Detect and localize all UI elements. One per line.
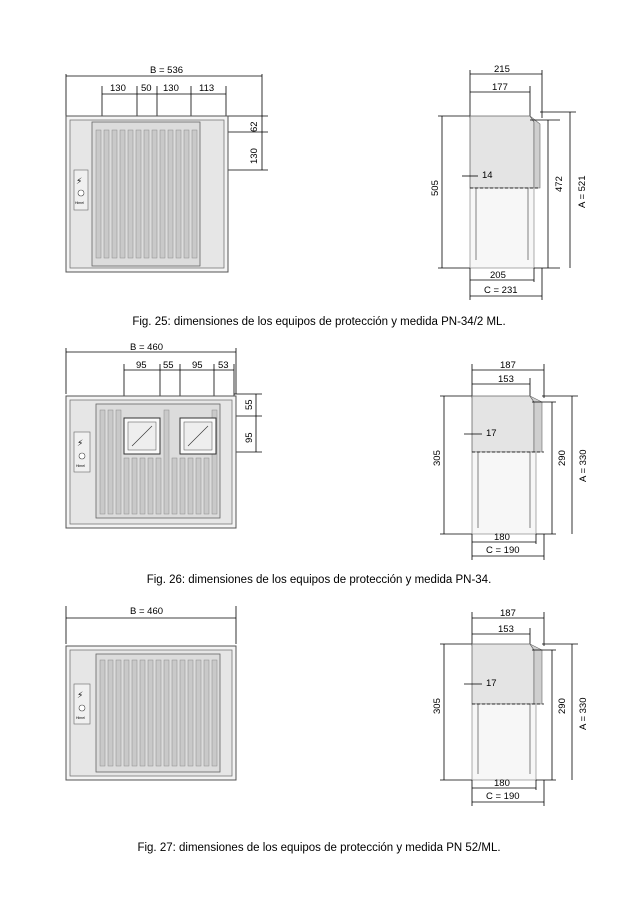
side-h1-label: 290 <box>557 450 568 466</box>
segment-label: 95 <box>192 360 203 371</box>
figure-25-drawing <box>0 60 638 335</box>
segment-label: 55 <box>163 360 174 371</box>
lightning-icon: ⚡ <box>77 691 84 701</box>
figure-27 <box>0 600 638 862</box>
figure-26-drawing <box>0 338 638 593</box>
brand-label: Himel <box>76 464 85 468</box>
side-h1-label: 290 <box>557 698 568 714</box>
side-left-height: 305 <box>432 450 443 466</box>
side-top-label: 177 <box>492 82 508 93</box>
lock-icon <box>79 453 85 459</box>
right-label: 130 <box>249 148 260 164</box>
side-upper-body <box>470 116 534 188</box>
segment-label: 130 <box>110 83 126 94</box>
right-label: 55 <box>244 399 255 410</box>
right-label: 95 <box>244 432 255 443</box>
width-label: B = 460 <box>130 606 164 617</box>
side-bottom-label: C = 190 <box>486 545 520 556</box>
side-top-label: 153 <box>498 624 514 635</box>
width-label: B = 536 <box>150 65 184 76</box>
side-h2-label: A = 330 <box>578 697 589 730</box>
figure-caption: Fig. 27: dimensiones de los equipos de protección y medida PN 52/ML. <box>137 842 501 854</box>
figure-caption: Fig. 25: dimensiones de los equipos de protección y medida PN-34/2 ML. <box>132 316 506 328</box>
side-depth-label: 17 <box>486 678 497 689</box>
side-top-label: 215 <box>494 64 510 75</box>
side-bottom-label: 205 <box>490 270 506 281</box>
side-upper-body <box>472 644 534 704</box>
figure-25 <box>0 60 638 335</box>
width-label: B = 460 <box>130 342 164 353</box>
side-bottom-label: 180 <box>494 532 510 543</box>
side-h1-label: 472 <box>554 176 565 192</box>
right-label: 62 <box>249 121 260 132</box>
figure-26 <box>0 338 638 593</box>
segment-label: 113 <box>199 83 215 94</box>
side-upper-body <box>472 396 534 452</box>
side-h2-label: A = 330 <box>578 449 589 482</box>
segment-label: 95 <box>136 360 147 371</box>
side-top-label: 187 <box>500 360 516 371</box>
side-lower-body <box>470 188 534 268</box>
side-left-height: 305 <box>432 698 443 714</box>
lock-icon <box>78 190 84 196</box>
side-bottom-label: C = 190 <box>486 791 520 802</box>
side-top-label: 187 <box>500 608 516 619</box>
side-bottom-label: C = 231 <box>484 285 518 296</box>
side-left-height: 505 <box>430 180 441 196</box>
segment-label: 50 <box>141 83 152 94</box>
side-lower-body <box>472 704 536 780</box>
side-depth-label: 17 <box>486 428 497 439</box>
ventilation-slots <box>100 660 217 766</box>
lightning-icon: ⚡ <box>77 439 84 449</box>
segment-label: 130 <box>163 83 179 94</box>
side-depth-label: 14 <box>482 170 493 181</box>
segment-label: 53 <box>218 360 229 371</box>
figure-caption: Fig. 26: dimensiones de los equipos de protección y medida PN-34. <box>146 574 492 586</box>
lock-icon <box>79 705 85 711</box>
lightning-icon: ⚡ <box>76 177 83 187</box>
side-bottom-label: 180 <box>494 778 510 789</box>
side-lower-body <box>472 452 536 534</box>
brand-label: Himel <box>76 716 85 720</box>
side-h2-label: A = 521 <box>577 175 588 208</box>
side-top-label: 153 <box>498 374 514 385</box>
brand-label: Himel <box>75 201 84 205</box>
figure-27-drawing <box>0 600 638 862</box>
